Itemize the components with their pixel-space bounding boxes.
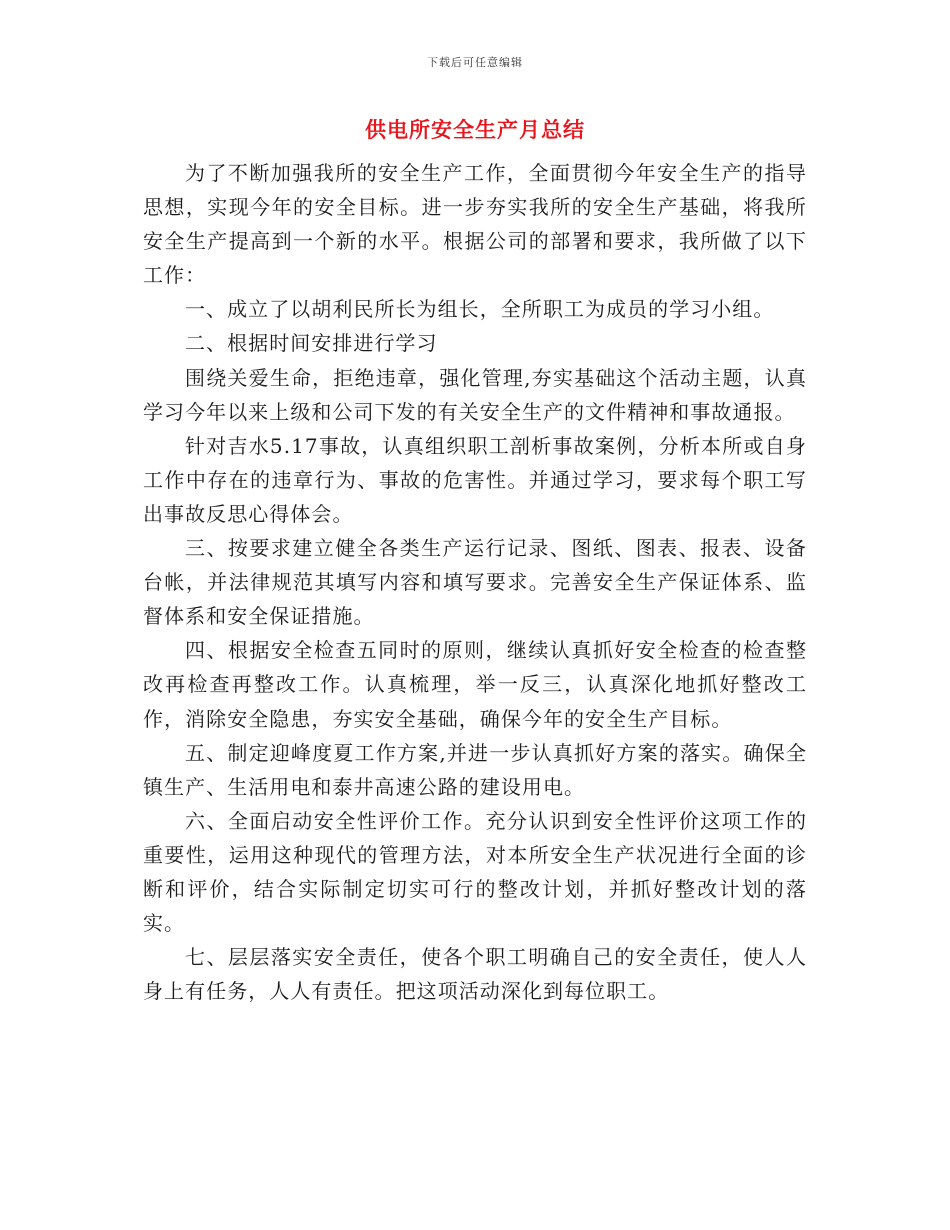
paragraph-item-2-accident: 针对吉水5.17事故，认真组织职工剖析事故案例，分析本所或自身工作中存在的违章行为、事故的危害性。并通过学习，要求每个职工写出事故反思心得体会。 — [143, 433, 807, 526]
paragraph-item-7: 七、层层落实安全责任，使各个职工明确自己的安全责任，使人人身上有任务，人人有责任。把这项活动深化到每位职工。 — [143, 945, 807, 1004]
paragraph-item-6: 六、全面启动安全性评价工作。充分认识到安全性评价这项工作的重要性，运用这种现代的管理方法，对本所安全生产状况进行全面的诊断和评价，结合实际制定切实可行的整改计划，并抓好整改计划的落实。 — [143, 808, 807, 936]
document-body — [143, 156, 807, 1008]
paragraph-item-1: 一、成立了以胡利民所长为组长，全所职工为成员的学习小组。 — [185, 297, 775, 322]
paragraph-item-4: 四、根据安全检查五同时的原则，继续认真抓好安全检查的检查整改再检查再整改工作。认真梳理，举一反三，认真深化地抓好整改工作，消除安全隐患，夯实安全基础，确保今年的安全生产目标。 — [143, 638, 807, 731]
header-note: 下载后可任意编辑 — [427, 56, 523, 69]
paragraph-item-2: 二、根据时间安排进行学习 — [185, 331, 438, 356]
paragraph-item-3: 三、按要求建立健全各类生产运行记录、图纸、图表、报表、设备台帐，并法律规范其填写内容和填写要求。完善安全生产保证体系、监督体系和安全保证措施。 — [143, 536, 807, 629]
document-title: 供电所安全生产月总结 — [365, 118, 585, 142]
paragraph-item-5: 五、制定迎峰度夏工作方案,并进一步认真抓好方案的落实。确保全镇生产、生活用电和泰井高速公路的建设用电。 — [143, 740, 807, 799]
paragraph-intro: 为了不断加强我所的安全生产工作，全面贯彻今年安全生产的指导思想，实现今年的安全目标。进一步夯实我所的安全生产基础，将我所安全生产提高到一个新的水平。根据公司的部署和要求，我所做了以下工作： — [143, 161, 807, 288]
paragraph-item-2-study: 围绕关爱生命，拒绝违章，强化管理,夯实基础这个活动主题，认真学习今年以来上级和公司下发的有关安全生产的文件精神和事故通报。 — [143, 365, 807, 424]
